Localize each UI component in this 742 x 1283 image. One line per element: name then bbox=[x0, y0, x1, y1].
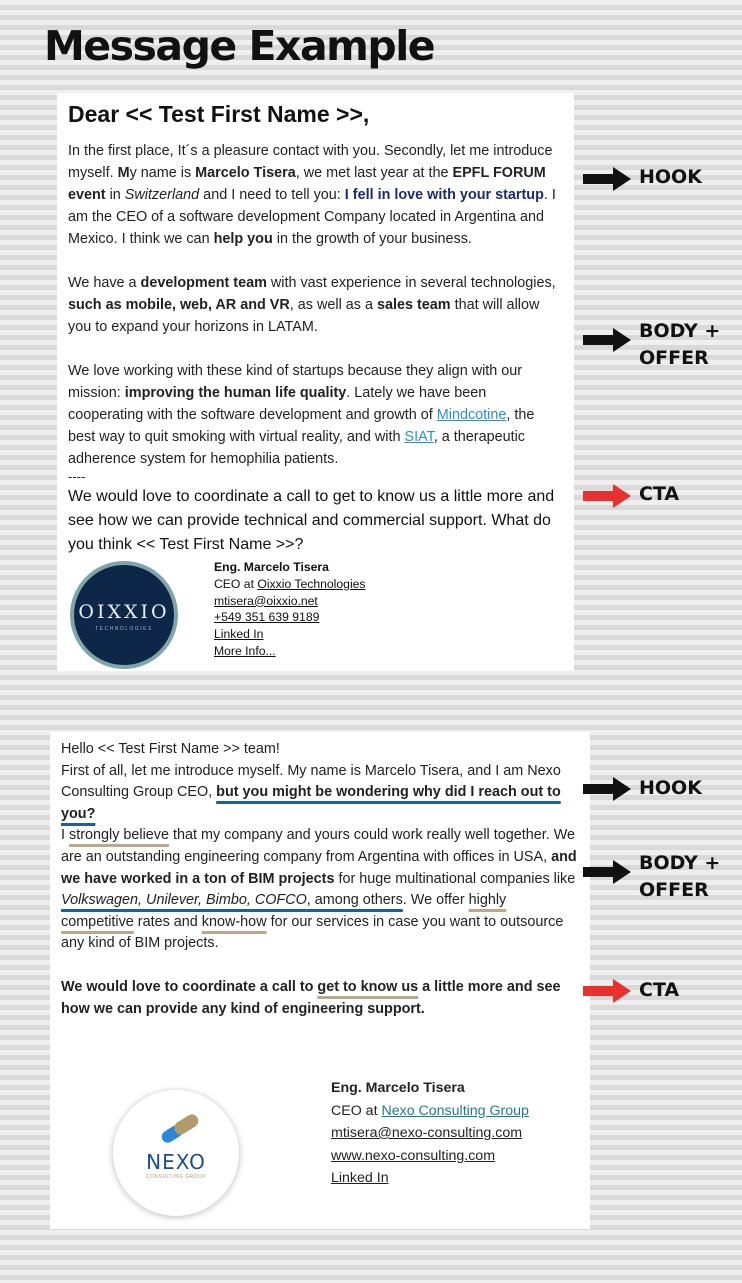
black-arrow-icon bbox=[583, 777, 631, 801]
email-paragraph-hook: In the first place, It´s a pleasure contact with you. Secondly, let me introduce myself. My name is Marcelo Tisera, we met last year at the EPFL FORUM event in Switzerland and I need to tell you: I fell in love with your startup. I am the CEO of a software development Company located in Argentina and Mexico. I think we can help you in the growth of your business. bbox=[68, 143, 556, 247]
email-example-2 bbox=[50, 732, 590, 1229]
email-cta: We would love to coordinate a call to get to know us a little more and see how we can provide any kind of engineering support. bbox=[61, 978, 561, 1018]
email-hello: Hello << Test First Name >> team! bbox=[61, 741, 280, 757]
signature-name: Eng. Marcelo Tisera bbox=[214, 560, 329, 574]
black-arrow-icon bbox=[583, 167, 631, 191]
signature-name: Eng. Marcelo Tisera bbox=[331, 1080, 465, 1096]
email-example-1 bbox=[57, 93, 574, 671]
email-paragraph-body: We have a development team with vast experience in several technologies, such as mobile, web, AR and VR, as well as a sales team that will allow you to expand your horizons in LATAM. bbox=[68, 275, 556, 335]
linkedin-link[interactable]: Linked In bbox=[331, 1170, 389, 1186]
oixxio-logo: OIXXIO TECHNOLOGIES bbox=[70, 561, 178, 669]
red-arrow-icon bbox=[583, 484, 631, 508]
email-paragraph-hook: First of all, let me introduce myself. My name is Marcelo Tisera, and I am Nexo Consulting Group CEO, but you might be wondering why did I reach out to you? bbox=[61, 762, 561, 822]
signature-role: CEO at Nexo Consulting Group bbox=[331, 1102, 529, 1119]
company-link[interactable]: Oixxio Technologies bbox=[257, 576, 366, 591]
email-link[interactable]: mtisera@nexo-consulting.com bbox=[331, 1125, 523, 1141]
signature-role: CEO at Oixxio Technologies bbox=[214, 576, 366, 591]
nexo-logo-mark bbox=[113, 1090, 239, 1150]
email-paragraph-body: I strongly believe that my company and yours could work really well together. We are an outstanding engineering company from Argentina with offices in USA, and we have worked in a ton of BIM projects for huge multinational companies like Volkswagen, Unilever, Bimbo, COFCO, among others. We offer highly competitive rates and know-how for our services in case you want to outsource any kind of BIM projects. bbox=[61, 827, 577, 952]
nexo-logo: NEXO CONSULTING GROUP bbox=[113, 1090, 239, 1216]
black-arrow-icon bbox=[583, 860, 631, 884]
separator-dashes: ---- bbox=[68, 469, 86, 484]
email-greeting: Dear << Test First Name >>, bbox=[68, 101, 370, 127]
website-link[interactable]: www.nexo-consulting.com bbox=[331, 1147, 496, 1164]
more-info-link[interactable]: More Info... bbox=[214, 643, 276, 658]
email-link[interactable]: mtisera@oixxio.net bbox=[214, 593, 318, 608]
black-arrow-icon bbox=[583, 328, 631, 352]
email-paragraph-offer: We love working with these kind of startups because they align with our mission: improving the human life quality. Lately we have been cooperating with the software development and growth of Mindcotine, the best way to quit smoking with virtual reality, and with SIAT, a therapeutic adherence system for hemophilia patients. bbox=[68, 363, 535, 467]
email-signature bbox=[214, 559, 366, 660]
red-arrow-icon bbox=[583, 979, 631, 1003]
siat-link[interactable]: SIAT bbox=[404, 429, 434, 445]
company-link[interactable]: Nexo Consulting Group bbox=[381, 1102, 529, 1119]
page-title: Message Example bbox=[44, 22, 435, 70]
phone-link[interactable]: +549 351 639 9189 bbox=[214, 610, 320, 625]
email-signature bbox=[331, 1077, 529, 1190]
mindcotine-link[interactable]: Mindcotine bbox=[436, 407, 507, 423]
email-cta: We would love to coordinate a call to get to know us a little more and see how we can provide technical and commercial support. What do you think << Test First Name >>? bbox=[68, 488, 555, 553]
linkedin-link[interactable]: Linked In bbox=[214, 627, 264, 642]
